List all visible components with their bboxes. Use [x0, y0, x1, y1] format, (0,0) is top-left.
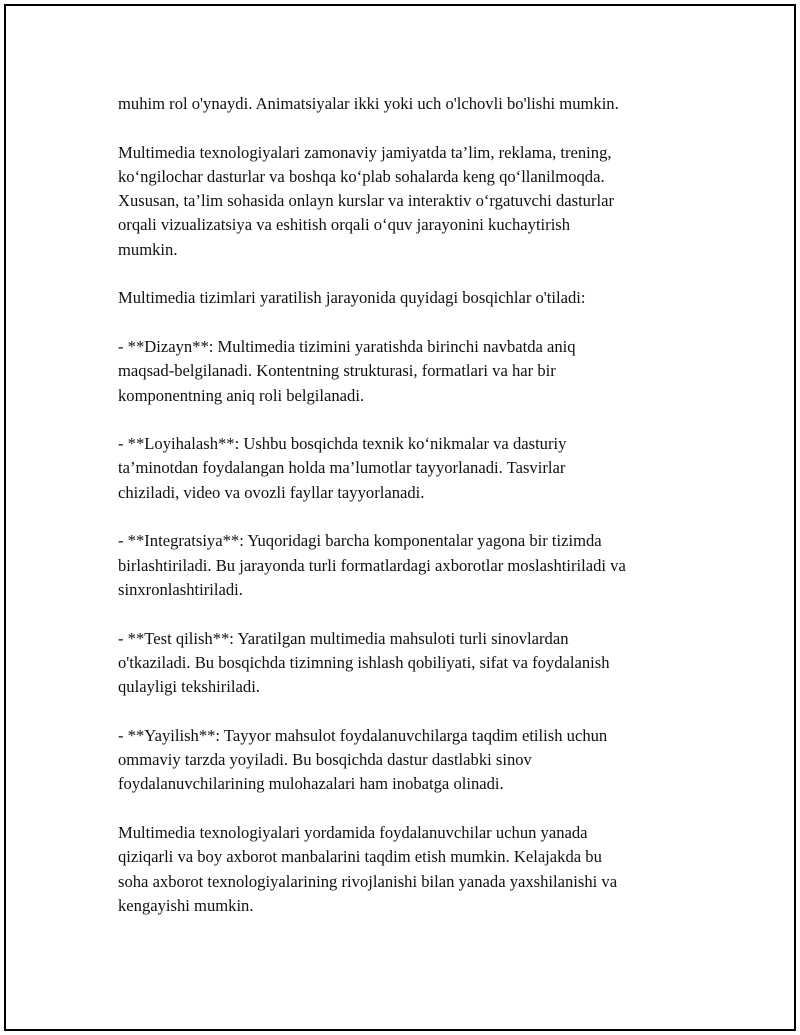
- text-line: mumkin.: [118, 239, 178, 259]
- text-line: Xususan, ta’lim sohasida onlayn kurslar va interaktiv o‘rgatuvchi dasturlar: [118, 191, 614, 211]
- list-item-integratsiya: [118, 529, 690, 602]
- document-body: [118, 92, 690, 942]
- text-line: foydalanuvchilarining mulohazalari ham inobatga olinadi.: [118, 774, 504, 794]
- text-line: o'tkaziladi. Bu bosqichda tizimning ishlash qobiliyati, sifat va foydalanish: [118, 652, 610, 672]
- text-line: qiziqarli va boy axborot manbalarini taqdim etish mumkin. Kelajakda bu: [118, 847, 602, 867]
- paragraph-animations-continuation: [118, 92, 690, 116]
- text-line: soha axborot texnologiyalarining rivojlanishi bilan yanada yaxshilanishi va: [118, 871, 618, 891]
- text-line: qulayligi tekshiriladi.: [118, 677, 260, 697]
- list-item-yayilish: [118, 724, 690, 797]
- text-line: - **Loyihalash**: Ushbu bosqichda texnik ko‘nikmalar va dasturiy: [118, 434, 567, 454]
- list-item-test-qilish: [118, 627, 690, 700]
- text-line: kengayishi mumkin.: [118, 895, 254, 915]
- text-line: birlashtiriladi. Bu jarayonda turli formatlardagi axborotlar moslashtiriladi va: [118, 555, 626, 575]
- text-line: maqsad-belgilanadi. Kontentning strukturasi, formatlari va har bir: [118, 361, 556, 381]
- text-line: chiziladi, video va ovozli fayllar tayyorlanadi.: [118, 482, 425, 502]
- paragraph-conclusion: [118, 821, 690, 918]
- list-item-loyihalash: [118, 432, 690, 505]
- text-line: Multimedia texnologiyalari yordamida foydalanuvchilar uchun yanada: [118, 822, 588, 842]
- text-line: - **Test qilish**: Yaratilgan multimedia mahsuloti turli sinovlardan: [118, 628, 569, 648]
- paragraph-stages-intro: [118, 286, 690, 310]
- paragraph-multimedia-applications: [118, 141, 690, 262]
- text-line: Multimedia tizimlari yaratilish jarayonida quyidagi bosqichlar o'tiladi:: [118, 288, 586, 308]
- text-line: - **Dizayn**: Multimedia tizimini yaratishda birinchi navbatda aniq: [118, 336, 576, 356]
- text-line: - **Integratsiya**: Yuqoridagi barcha komponentalar yagona bir tizimda: [118, 531, 602, 551]
- text-line: orqali vizualizatsiya va eshitish orqali o‘quv jarayonini kuchaytirish: [118, 215, 571, 235]
- text-line: ta’minotdan foydalangan holda ma’lumotlar tayyorlanadi. Tasvirlar: [118, 458, 566, 478]
- text-line: ommaviy tarzda yoyiladi. Bu bosqichda dastur dastlabki sinov: [118, 750, 532, 770]
- text-line: sinxronlashtiriladi.: [118, 579, 243, 599]
- text-line: komponentning aniq roli belgilanadi.: [118, 385, 365, 405]
- text-line: - **Yayilish**: Tayyor mahsulot foydalanuvchilarga taqdim etilish uchun: [118, 725, 608, 745]
- text-line: muhim rol o'ynaydi. Animatsiyalar ikki yoki uch o'lchovli bo'lishi mumkin.: [118, 94, 619, 113]
- list-item-dizayn: [118, 335, 690, 408]
- text-line: ko‘ngilochar dasturlar va boshqa ko‘plab sohalarda keng qo‘llanilmoqda.: [118, 166, 605, 186]
- text-line: Multimedia texnologiyalari zamonaviy jamiyatda ta’lim, reklama, trening,: [118, 142, 612, 162]
